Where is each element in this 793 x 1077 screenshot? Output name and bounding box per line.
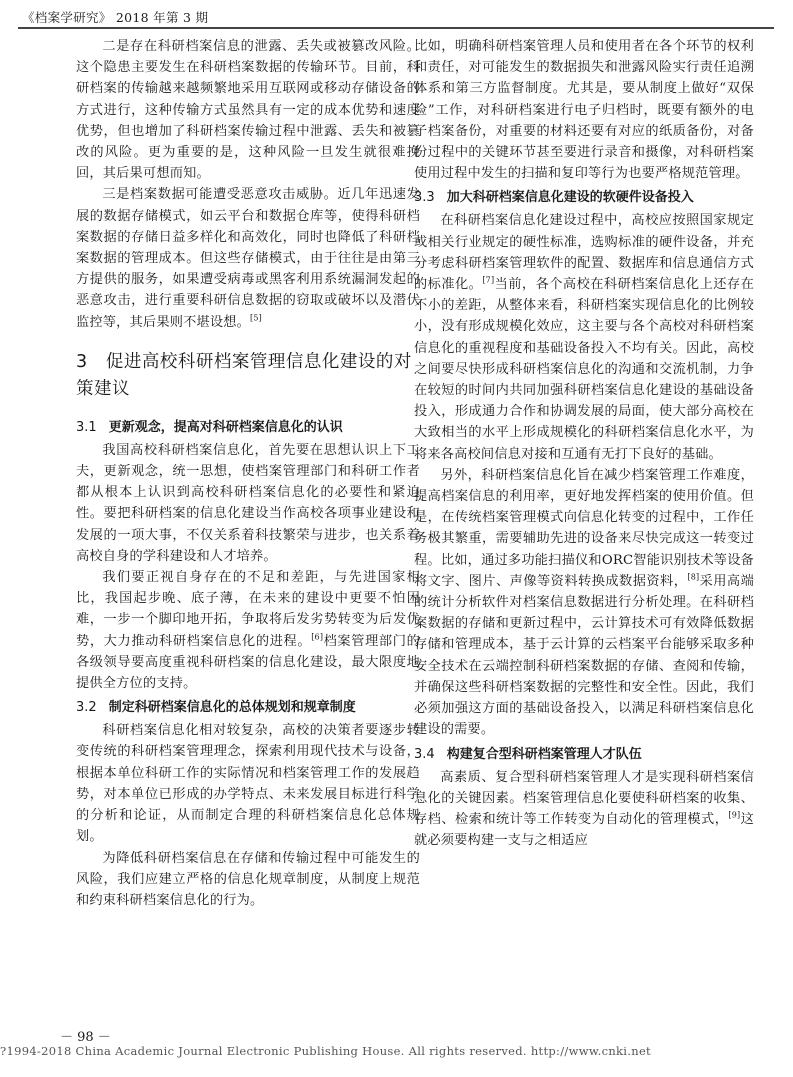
paragraph	[414, 767, 754, 852]
subsection-number: 3.3	[414, 190, 435, 206]
citation-ref: [8]	[687, 572, 700, 582]
citation-ref: [6]	[311, 632, 324, 642]
paragraph-text: 高素质、复合型科研档案管理人才是实现科研档案信息化的关键因素。档案管理信息化要使科研档案的收集、存档、检索和统计等工作转变为自动化的管理模式，	[414, 769, 754, 827]
right-column	[414, 36, 754, 851]
page-number: － 98 －	[60, 1030, 111, 1045]
paragraph-text: 三是档案数据可能遭受恶意攻击威胁。近几年迅速发展的数据存储模式，如云平台和数据仓库等，使得科研档案数据的存储日益多样化和高效化，同时也降低了科研档案数据的管理成本。但这些存储模式，由于往往是由第三方提供的服务，如果遭受病毒或黑客利用系统漏洞发起的恶意攻击，进行重要科研信息数据的窃取或破坏以及潜伏监控等，其后果则不堪设想。	[76, 187, 420, 330]
subsection-number: 3.4	[414, 746, 435, 762]
paragraph	[76, 848, 420, 912]
paragraph	[76, 720, 420, 847]
paragraph	[76, 36, 420, 184]
paragraph	[414, 210, 754, 464]
paragraph-text: 我们要正视自身存在的不足和差距，与先进国家相比，我国起步晚、底子薄，在未来的建设中更要不怕困难，一步一个脚印地开拓，争取将后发劣势转变为后发优势，大力推动科研档案信息化的进程。	[76, 570, 420, 649]
section-title: 促进高校科研档案管理信息化建设的对策建议	[76, 351, 412, 399]
paragraph-text: 采用高端的统计分析软件对档案信息数据进行分析处理。在科研档案数据的存储和更新过程中，云计算技术可有效降低数据存储和管理成本，基于云计算的云档案平台能够采取多种安全技术在云端控制科研档案数据的存储、查阅和传输，并确保这些科研档案数据的完整性和安全性。因此，我们必须加强这方面的基础设备投入，以满足科研档案信息化建设的需要。	[414, 573, 754, 738]
citation-ref: [7]	[482, 275, 495, 285]
paragraph-text: 另外，科研档案信息化旨在减少档案管理工作难度，提高档案信息的利用率，更好地发挥档案的使用价值。但是，在传统档案管理模式向信息化转变的过程中，工作任务极其繁重，需要辅助先进的设备来尽快完成这一转变过程。比如，通过多功能扫描仪和ORC智能识别技术等设备将文字、图片、声像等资料转换成数据资料，	[414, 467, 754, 589]
paragraph-text: 二是存在科研档案信息的泄露、丢失或被篡改风险。这个隐患主要发生在科研档案数据的传输环节。目前，科研档案的传输越来越频繁地采用互联网或移动存储设备的方式进行，这种传输方式虽然具有一定的成本优势和速度优势，但也增加了科研档案传输过程中泄露、丢失和被篡改的风险。更为重要的是，这种风险一旦发生就很难挽回，其后果可想而知。	[76, 39, 420, 182]
copyright-notice: ?1994-2018 China Academic Journal Electronic Publishing House. All rights reserved. http://www.cnki.net	[0, 1044, 651, 1058]
section-heading	[76, 349, 420, 403]
subsection-title: 构建复合型科研档案管理人才队伍	[446, 746, 642, 762]
paragraph-text: 这就必须要构建一支与之相适应	[414, 811, 754, 849]
paragraph	[414, 465, 754, 741]
paragraph-text: 档案管理部门的各级领导要高度重视科研档案的信息化建设，最大限度地提供全方位的支持。	[76, 633, 420, 692]
paragraph	[76, 440, 420, 567]
running-header: 《档案学研究》 2018 年第 3 期	[22, 10, 209, 25]
header-rule	[18, 27, 774, 29]
subsection-number: 3.2	[76, 700, 97, 716]
citation-ref: [5]	[250, 313, 262, 323]
paragraph-text: 比如，明确科研档案管理人员和使用者在各个环节的权利和责任，对可能发生的数据损失和泄露风险实行责任追溯体系和第三方监督制度。尤其是，要从制度上做好“双保险”工作，对科研档案进行电子归档时，既要有额外的电子档案备份，对重要的材料还要有对应的纸质备份，对备份过程中的关键环节甚至要进行录音和摄像，对科研档案使用过程中发生的扫描和复印等行为也要严格规范管理。	[414, 39, 754, 182]
paragraph	[76, 184, 420, 332]
subsection-title: 制定科研档案信息化的总体规划和规章制度	[108, 700, 356, 716]
paragraph	[76, 567, 420, 694]
section-number: 3	[76, 351, 88, 372]
paragraph-text: 当前，各个高校在科研档案信息化上还存在不小的差距，从整体来看，科研档案实现信息化的比例较小，没有形成规模化效应，这主要与各个高校对科研档案信息化的重视程度和基础设备投入不均有关。因此，高校之间要尽快形成科研档案信息化的沟通和交流机制，力争在较短的时间内共同加强科研档案信息化建设的基础设备投入，形成通力合作和协调发展的局面，使大部分高校在大致相当的水平上形成规模化的科研档案信息化水平，为将来各高校间信息对接和互通有无打下良好的基础。	[414, 277, 754, 462]
paragraph-text: 在科研档案信息化建设过程中，高校应按照国家规定或相关行业规定的硬性标准，选购标准的硬件设备，并充分考虑科研档案管理软件的配置、数据库和信息通信方式的标准化。	[414, 213, 754, 293]
paragraph-text: 科研档案信息化相对较复杂，高校的决策者要逐步转变传统的科研档案管理理念，探索利用现代技术与设备，根据本单位科研工作的实际情况和档案管理工作的发展趋势，对本单位已形成的办学特点、未来发展目标进行科学的分析和论证，从而制定合理的科研档案信息化总体规划。	[76, 723, 420, 845]
citation-ref: [9]	[728, 810, 741, 820]
paragraph-text: 我国高校科研档案信息化，首先要在思想认识上下工夫，更新观念，统一思想，使档案管理部门和科研工作者都从根本上认识到高校科研档案信息化的必要性和紧迫性。要把科研档案的信息化建设当作高校各项事业建设和发展的一项大事，不仅关系着科技繁荣与进步，也关系着高校自身的学科建设和人才培养。	[76, 442, 420, 564]
subsection-number: 3.1	[76, 419, 97, 435]
paragraph	[414, 36, 754, 184]
subsection-heading	[414, 744, 754, 765]
subsection-title: 更新观念，提高对科研档案信息化的认识	[108, 419, 343, 435]
subsection-heading	[414, 187, 754, 208]
paragraph-text: 为降低科研档案信息在存储和传输过程中可能发生的风险，我们应建立严格的信息化规章制度，从制度上规范和约束科研档案信息化的行为。	[76, 850, 420, 908]
subsection-title: 加大科研档案信息化建设的软硬件设备投入	[446, 190, 694, 206]
subsection-heading	[76, 697, 420, 718]
subsection-heading	[76, 417, 420, 438]
left-column	[76, 36, 420, 911]
